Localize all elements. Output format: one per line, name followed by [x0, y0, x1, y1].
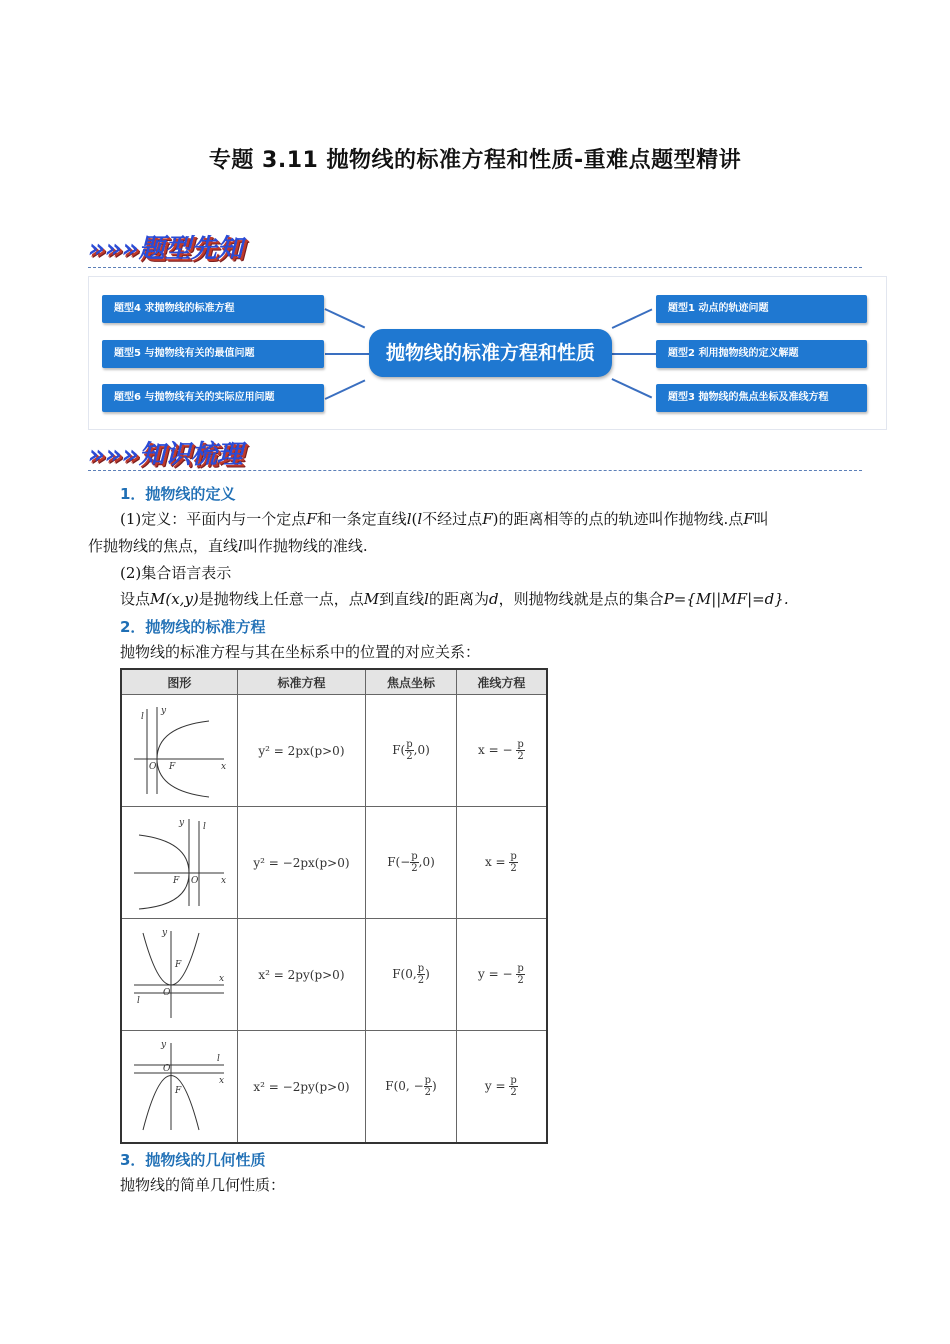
section-heading: 1．抛物线的定义: [120, 485, 236, 503]
mindmap-node-type5: 题型5 与抛物线有关的最值问题: [102, 340, 324, 368]
graph-cell: [121, 919, 237, 1031]
focus-cell: F(0, $\frac{p}{2}$ ): [366, 919, 457, 1031]
svg-text:l: l: [217, 1054, 221, 1064]
svg-text:y: y: [161, 706, 167, 716]
mindmap-node-type6: 题型6 与抛物线有关的实际应用问题: [102, 384, 324, 412]
col-header: 准线方程: [456, 669, 547, 695]
directrix-cell: x = $\frac{p}{2}$: [456, 807, 547, 919]
svg-text:y: y: [162, 928, 168, 938]
col-header: 标准方程: [237, 669, 366, 695]
set-text: 设点M(x,y)是抛物线上任意一点，点M到直线l的距离为d，则抛物线就是点的集合P={M||MF|=d}.: [120, 590, 789, 608]
svg-text:F: F: [175, 1086, 182, 1096]
table-row: [121, 919, 547, 1031]
svg-text:x: x: [221, 876, 227, 886]
svg-text:l: l: [141, 712, 145, 722]
divider: [88, 470, 862, 471]
svg-text:O: O: [149, 762, 157, 772]
parabola-up-figure: [129, 923, 229, 1023]
focus-cell: F(0, − $\frac{p}{2}$ ): [366, 1031, 457, 1144]
connector: [325, 353, 369, 355]
table-row: [121, 1031, 547, 1144]
directrix-cell: y = $\frac{p}{2}$: [456, 1031, 547, 1144]
focus-cell: F( $\frac{p}{2}$ ,0): [366, 695, 457, 807]
mindmap-node-type2: 题型2 利用抛物线的定义解题: [656, 340, 867, 368]
svg-text:y: y: [161, 1040, 167, 1050]
col-header: 图形: [121, 669, 237, 695]
graph-cell: [121, 1031, 237, 1144]
mindmap-node-type1: 题型1 动点的轨迹问题: [656, 295, 867, 323]
connector: [612, 353, 656, 355]
parabola-left-figure: [129, 811, 229, 911]
graph-cell: [121, 695, 237, 807]
svg-text:O: O: [191, 876, 199, 886]
svg-text:x: x: [219, 974, 225, 984]
mindmap-center: 抛物线的标准方程和性质: [369, 329, 612, 377]
directrix-cell: y = − $\frac{p}{2}$: [456, 919, 547, 1031]
banner-types: »»»题型先知: [88, 234, 243, 264]
svg-text:x: x: [219, 1076, 225, 1086]
svg-text:y: y: [179, 818, 185, 828]
svg-text:O: O: [163, 1064, 171, 1074]
parabola-down-figure: [129, 1035, 229, 1135]
equation-cell: y² = 2px(p>0): [237, 695, 366, 807]
divider: [88, 267, 862, 268]
svg-text:F: F: [175, 960, 182, 970]
table-row: [121, 807, 547, 919]
banner-knowledge: »»»知识梳理: [88, 440, 243, 470]
equation-cell: x² = 2py(p>0): [237, 919, 366, 1031]
svg-text:F: F: [169, 762, 176, 772]
svg-text:F: F: [173, 876, 180, 886]
parabola-table: [120, 668, 548, 1144]
parabola-right-figure: [129, 699, 229, 799]
section-heading: 2．抛物线的标准方程: [120, 618, 266, 636]
equation-cell: y² = −2px(p>0): [237, 807, 366, 919]
svg-text:O: O: [163, 988, 171, 998]
properties-intro: 抛物线的简单几何性质：: [120, 1176, 286, 1194]
definition-text-cont: 作抛物线的焦点，直线l叫作抛物线的准线.: [88, 537, 368, 555]
directrix-cell: x = − $\frac{p}{2}$: [456, 695, 547, 807]
svg-text:x: x: [221, 762, 227, 772]
svg-text:l: l: [137, 996, 141, 1006]
mindmap-node-type4: 题型4 求抛物线的标准方程: [102, 295, 324, 323]
set-heading: (2)集合语言表示: [120, 564, 232, 582]
svg-text:l: l: [203, 822, 207, 832]
equation-cell: x² = −2py(p>0): [237, 1031, 366, 1144]
section-heading: 3．抛物线的几何性质: [120, 1151, 266, 1169]
focus-cell: F(− $\frac{p}{2}$ ,0): [366, 807, 457, 919]
mindmap-node-type3: 题型3 抛物线的焦点坐标及准线方程: [656, 384, 867, 412]
col-header: 焦点坐标: [366, 669, 457, 695]
page-title: 专题 3.11 抛物线的标准方程和性质-重难点题型精讲: [208, 148, 742, 173]
table-intro: 抛物线的标准方程与其在坐标系中的位置的对应关系：: [120, 643, 481, 661]
definition-text: (1)定义：平面内与一个定点F和一条定直线l(l不经过点F)的距离相等的点的轨迹叫作抛物线.点F叫: [120, 510, 769, 528]
table-row: [121, 695, 547, 807]
graph-cell: [121, 807, 237, 919]
